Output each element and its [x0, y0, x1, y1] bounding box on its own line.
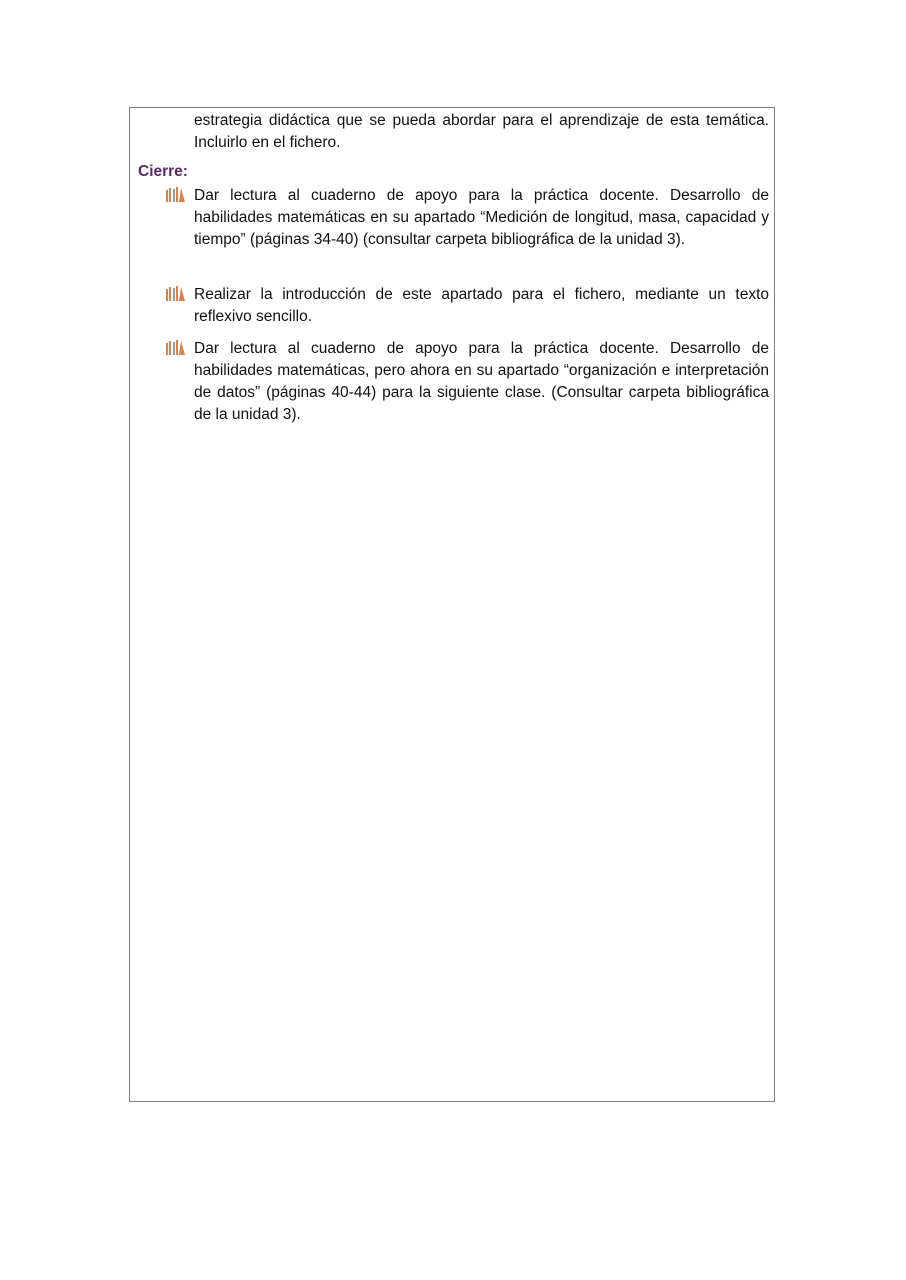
bullet-text: Realizar la introducción de este apartado para el fichero, mediante un texto reflexivo sencillo.: [194, 286, 769, 325]
bullet-text: Dar lectura al cuaderno de apoyo para la práctica docente. Desarrollo de habilidades matemáticas, pero ahora en su apartado “organización e interpretación de datos” (páginas 40-44) para la siguiente clase. (Consultar carpeta bibliográfica de la unidad 3).: [194, 340, 769, 423]
intro-paragraph: estrategia didáctica que se pueda abordar para el aprendizaje de esta temática. Incluirlo en el fichero.: [194, 112, 769, 151]
section-heading: Cierre:: [138, 163, 188, 180]
bullet-item: [194, 338, 769, 426]
bullet-text: Dar lectura al cuaderno de apoyo para la práctica docente. Desarrollo de habilidades matemáticas en su apartado “Medición de longitud, masa, capacidad y tiempo” (páginas 34-40) (consultar carpeta bibliográfica de la unidad 3).: [194, 187, 769, 248]
books-bullet-icon: [165, 187, 187, 203]
books-bullet-icon: [165, 286, 187, 302]
bullet-item: [194, 185, 769, 251]
bullet-item: [194, 284, 769, 328]
books-bullet-icon: [165, 340, 187, 356]
content-frame: [129, 107, 775, 1102]
